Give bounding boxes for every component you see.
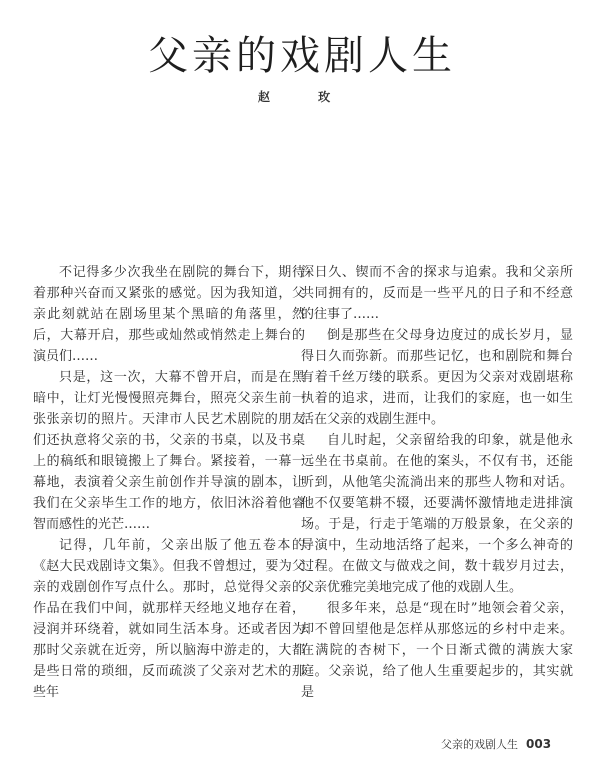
paragraph: 很多年来，总是“现在时”地领会着父亲，却不曾回望他是怎样从那悠远的乡村中走来。在满院的杏树下，一个日渐式微的满族大家庭。父亲说，给了他人生重要起步的，其实就是 (301, 601, 573, 700)
paragraph-continued: 深日久、锲而不舍的探求与追索。我和父亲所共同拥有的，反而是一些平凡的日子和不经意的往事了…… (301, 265, 573, 322)
paragraph: 记得，几年前，父亲出版了他五卷本的《赵大民戏剧诗文集》。但我不曾想过，要为父亲的戏剧创作写点什么。那时，总觉得父亲的作品在我们中间，就那样天经地义地存在着，浸润并环绕着，就如同生活本身。还或者因为那时父亲就在近旁，所以脑海中游走的，大都是些日常的琐细，反而疏淡了父亲对艺术的那些年 (33, 538, 305, 700)
paragraph: 自儿时起，父亲留给我的印象，就是他永远坐在书桌前。在他的案头，不仅有书，还能听到，从他笔尖流淌出来的那些人物和对话。他不仅要笔耕不辍，还要满怀激情地走进排演场。于是，行走于笔端的万般景象，在父亲的导演中，生动地活络了起来，一个多么神奇的过程。在做文与做戏之间，数十载岁月过去，父亲优雅完美地完成了他的戏剧人生。 (301, 433, 573, 595)
author-name: 赵 玫 (258, 90, 353, 104)
article-title: 父亲的戏剧人生 (148, 33, 456, 79)
right-column (301, 262, 573, 703)
paragraph: 只是，这一次，大幕不曾开启，而是在黑暗中，让灯光慢慢照亮舞台，照亮父亲生前一张张亲切的照片。天津市人民艺术剧院的朋友们还执意将父亲的书，父亲的书桌，以及书桌上的稿纸和眼镜搬上了舞台。紧接着，一幕一幕地，表演着父亲生前创作并导演的剧本，让我们在父亲毕生工作的地方，依旧沐浴着他睿智而感性的光芒…… (33, 370, 305, 532)
page-footer (441, 736, 551, 752)
paragraph: 倒是那些在父母身边度过的成长岁月，显得日久而弥新。而那些记忆，也和剧院和舞台有着千丝万缕的联系。更因为父亲对戏剧堪称执着的追求，进而，让我们的家庭，也一如生活在父亲的戏剧生涯中。 (301, 328, 573, 427)
paragraph: 不记得多少次我坐在剧院的舞台下，期待着那种兴奋而又紧张的感觉。因为我知道，父亲此刻就站在剧场里某个黑暗的角落里，然后，大幕开启，那些或灿然或悄然走上舞台的演员们…… (33, 265, 305, 364)
page-number: 003 (526, 737, 552, 751)
running-title: 父亲的戏剧人生 (441, 738, 518, 751)
left-column (33, 262, 305, 703)
